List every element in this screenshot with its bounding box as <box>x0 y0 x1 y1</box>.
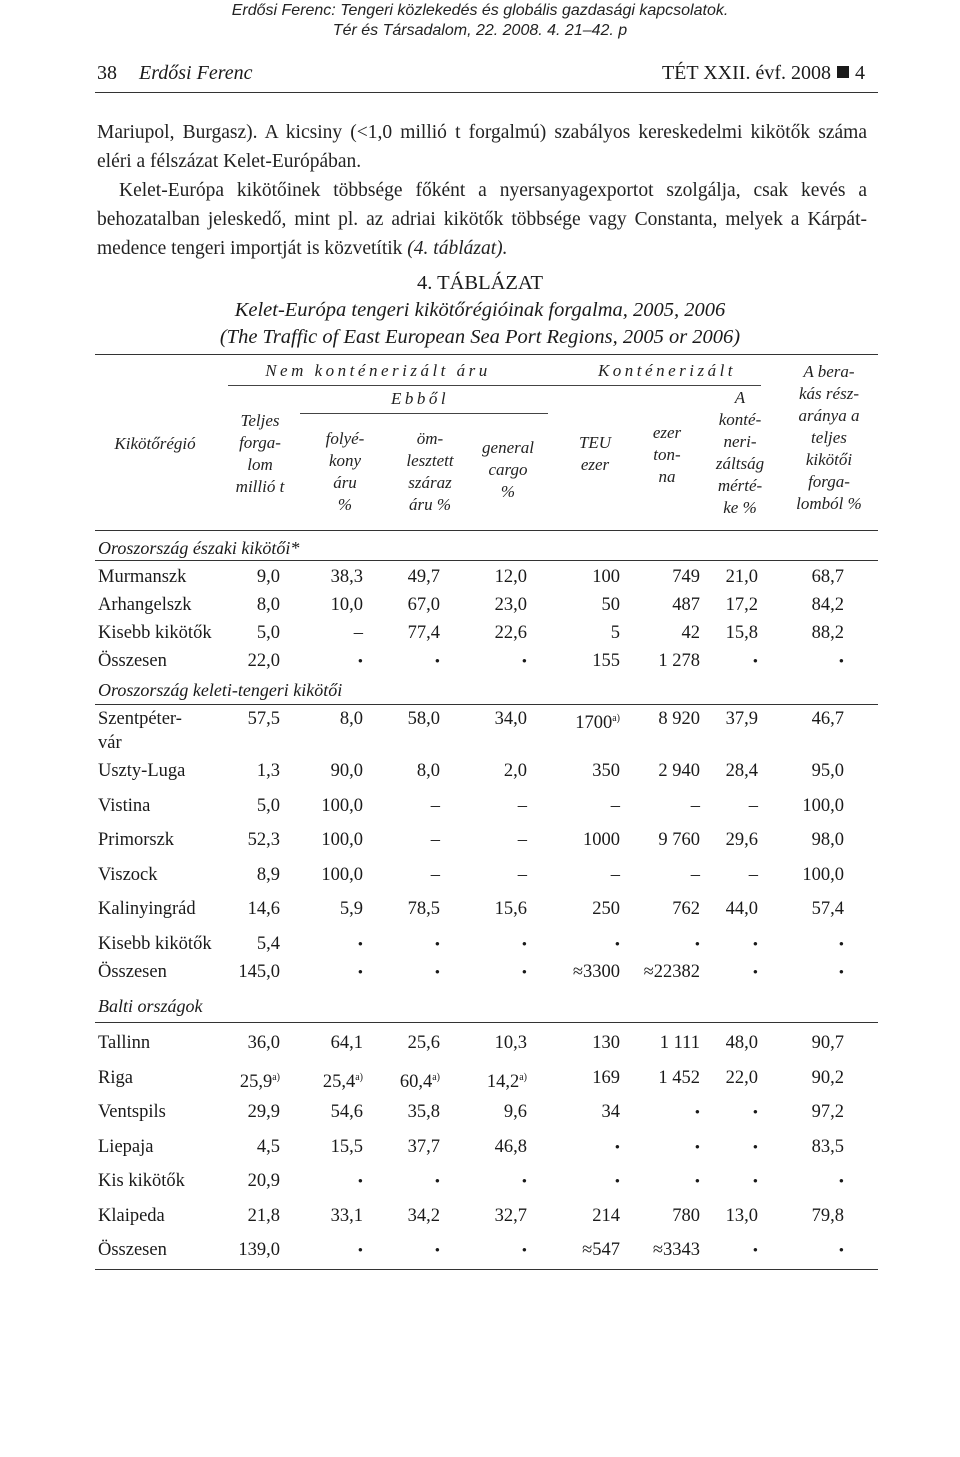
cell-value: 214 <box>592 1206 620 1226</box>
header-general-l1: general <box>482 438 534 457</box>
cell-value: 22,6 <box>494 623 527 643</box>
cell-value: – <box>610 796 620 816</box>
cell-unload <box>724 1032 844 1054</box>
cell-value: 1 278 <box>658 651 700 671</box>
row-label: Kis kikötők <box>98 1171 185 1191</box>
header-total-l4: millió t <box>235 477 285 496</box>
cell-value: ≈22382 <box>643 962 700 982</box>
cell-value: – <box>353 623 363 643</box>
cell-value: • <box>614 937 620 953</box>
header-bottom-rule <box>95 530 878 531</box>
cell-value: 9 760 <box>658 830 700 850</box>
cell-value: – <box>430 830 440 850</box>
header-share-l2: konté- <box>718 410 762 429</box>
cell-value: 25,9 <box>239 1072 273 1093</box>
cell-value: 139,0 <box>238 1240 280 1260</box>
cell-value: 130 <box>592 1033 620 1053</box>
cell-value: 48,0 <box>725 1033 758 1053</box>
header-liquid-l4: % <box>337 495 353 514</box>
cell-value: • <box>694 937 700 953</box>
cell-value: 28,4 <box>725 761 758 781</box>
row-label: Összesen <box>98 1240 167 1260</box>
cell-value: • <box>752 1174 758 1190</box>
cell-value: 22,0 <box>725 1068 758 1088</box>
header-container-share <box>700 387 780 519</box>
cell-value: 8,0 <box>339 709 363 729</box>
cell-unload <box>724 864 844 886</box>
cell-value: – <box>690 865 700 885</box>
cell-value: 250 <box>592 899 620 919</box>
author-name: Erdősi Ferenc <box>139 62 253 84</box>
cell-value: – <box>748 865 758 885</box>
header-non-containerized: Nem konténerizált áru <box>265 361 491 380</box>
cell-value: 57,5 <box>247 709 280 729</box>
table-title-hu: Kelet-Európa tengeri kikötőrégióinak forgalma, 2005, 2006 <box>234 299 726 321</box>
cell-value: 44,0 <box>725 899 758 919</box>
cell-value: • <box>694 1174 700 1190</box>
table-top-rule <box>95 354 878 355</box>
cell-value: – <box>430 796 440 816</box>
issue-number: 4 <box>855 62 865 84</box>
cell-value: 57,4 <box>811 899 844 919</box>
cell-value: • <box>838 654 844 670</box>
cell-value: 22,0 <box>247 651 280 671</box>
cell-value: 67,0 <box>407 595 440 615</box>
footnote-marker: a) <box>519 1072 527 1083</box>
cell-value: – <box>430 865 440 885</box>
cell-value: 54,6 <box>330 1102 363 1122</box>
cell-value: – <box>517 796 527 816</box>
cell-value: 155 <box>592 651 620 671</box>
cell-value: 1 111 <box>659 1033 700 1053</box>
header-share-l5: mérté- <box>717 476 763 495</box>
row-label: Uszty-Luga <box>98 761 186 781</box>
body-text <box>97 118 867 263</box>
cell-value: – <box>748 796 758 816</box>
cell-value: 762 <box>672 899 700 919</box>
cell-value: • <box>838 937 844 953</box>
cell-value: 38,3 <box>330 567 363 587</box>
cell-value: 5,9 <box>339 899 363 919</box>
cell-value: • <box>521 654 527 670</box>
cell-value: 34,2 <box>407 1206 440 1226</box>
paragraph-2-text: Kelet-Európa kikötőinek többsége főként a nyersanyagexportot szolgálja, csak kevés a behozatalban jeleskedő, mint pl. az adriai kikötők többsége vagy Constanta, melyek a Kárpát-medence tengeri importját is közvetítik <box>97 180 867 259</box>
journal-name: TÉT XXII. évf. 2008 <box>661 62 831 84</box>
cell-value: 100,0 <box>321 796 363 816</box>
header-share-l6: ke % <box>723 498 757 517</box>
cell-unload <box>724 1170 844 1193</box>
row-label: Liepaja <box>98 1137 154 1157</box>
cell-value: 8,9 <box>256 865 280 885</box>
cell-unload <box>724 1101 844 1123</box>
cell-value: • <box>838 1243 844 1259</box>
cell-value: • <box>434 654 440 670</box>
running-head-left <box>97 62 253 85</box>
header-share-l1: A <box>734 388 746 407</box>
header-unload-l4: teljes <box>811 428 847 447</box>
header-liquid <box>305 428 385 516</box>
cell-value: 36,0 <box>247 1033 280 1053</box>
cell-value: 1,3 <box>256 761 280 781</box>
cell-value: 1700 <box>575 713 613 734</box>
cell-value: – <box>517 830 527 850</box>
row-label: Kalinyingrád <box>98 899 196 919</box>
section-rule-north <box>95 560 878 561</box>
footnote-marker: a) <box>432 1072 440 1083</box>
citation-line-1: Erdősi Ferenc: Tengeri közlekedés és globális gazdasági kapcsolatok. <box>231 2 729 19</box>
header-unload-l3: aránya a <box>798 406 860 425</box>
cell-value: 5,0 <box>256 796 280 816</box>
section-north-russia: Oroszország északi kikötői* <box>98 538 300 558</box>
cell-value: • <box>357 965 363 981</box>
header-rule-1 <box>228 385 761 386</box>
header-rule <box>95 92 878 93</box>
cell-unload <box>724 594 844 616</box>
cell-value: 25,6 <box>407 1033 440 1053</box>
section-rule-baltic-russia <box>95 704 878 705</box>
header-kt-l1: ezer <box>652 423 682 442</box>
cell-value: 49,7 <box>407 567 440 587</box>
header-teu-l2: ezer <box>580 455 610 474</box>
row-label: Primorszk <box>98 830 175 850</box>
header-of-which: Ebből <box>390 389 450 408</box>
cell-value: 29,9 <box>247 1102 280 1122</box>
paragraph-1: Mariupol, Burgasz). A kicsiny (<1,0 millió t forgalmú) szabályos kereskedelmi kikötők száma eléri a félszázat Kelet-Európában. <box>97 122 867 172</box>
header-general-l2: cargo <box>488 460 528 479</box>
cell-unload <box>724 1067 844 1089</box>
section-baltic-russia: Oroszország keleti-tengeri kikötői <box>98 680 343 700</box>
citation-line-2: Tér és Társadalom, 22. 2008. 4. 21–42. p <box>332 22 628 39</box>
cell-value: 145,0 <box>238 962 280 982</box>
cell-value: 13,0 <box>725 1206 758 1226</box>
cell-value: • <box>614 1174 620 1190</box>
table-bottom-rule <box>95 1269 878 1270</box>
cell-unload <box>724 933 844 956</box>
cell-value: 90,7 <box>811 1033 844 1053</box>
cell-value: 21,8 <box>247 1206 280 1226</box>
page-number: 38 <box>97 62 117 84</box>
section-baltic-states: Balti országok <box>98 996 203 1016</box>
row-label: Kisebb kikötők <box>98 623 212 643</box>
cell-value: • <box>838 965 844 981</box>
cell-value: 79,8 <box>811 1206 844 1226</box>
cell-value: 487 <box>672 595 700 615</box>
cell-unload <box>724 898 844 920</box>
header-region: Kikötőrégió <box>114 434 196 453</box>
header-thousand-tons <box>634 422 700 488</box>
cell-value: • <box>752 965 758 981</box>
row-label: Arhangelszk <box>98 595 192 615</box>
cell-value: 15,8 <box>725 623 758 643</box>
cell-value: 58,0 <box>407 709 440 729</box>
cell-value: 95,0 <box>811 761 844 781</box>
row-label: Kisebb kikötők <box>98 934 212 954</box>
cell-value: 100,0 <box>321 830 363 850</box>
header-share-l4: záltság <box>715 454 765 473</box>
cell-value: 21,0 <box>725 567 758 587</box>
header-teu-l1: TEU <box>578 433 612 452</box>
cell-value: • <box>752 937 758 953</box>
header-teu <box>560 432 630 476</box>
cell-value: 25,4 <box>322 1072 356 1093</box>
cell-value: – <box>690 796 700 816</box>
cell-value: 1000 <box>583 830 620 850</box>
footnote-marker: a) <box>272 1072 280 1083</box>
row-label-continued: vár <box>98 733 122 753</box>
header-unload-l6: forga- <box>808 472 850 491</box>
cell-value: • <box>521 1243 527 1259</box>
cell-value: • <box>614 1140 620 1156</box>
cell-value: • <box>357 937 363 953</box>
cell-value: 20,9 <box>247 1171 280 1191</box>
row-label: Ventspils <box>98 1102 166 1122</box>
cell-value: • <box>752 1105 758 1121</box>
cell-unload <box>724 961 844 984</box>
cell-value: • <box>434 1243 440 1259</box>
row-label: Vistina <box>98 796 151 816</box>
header-total-l3: lom <box>247 455 273 474</box>
cell-value: 34 <box>601 1102 620 1122</box>
header-unload-l5: kikötői <box>805 450 853 469</box>
cell-value: • <box>434 937 440 953</box>
cell-value: 2 940 <box>658 761 700 781</box>
header-general-l3: % <box>500 482 516 501</box>
header-share-l3: neri- <box>723 432 757 451</box>
cell-value: 350 <box>592 761 620 781</box>
row-label: Összesen <box>98 962 167 982</box>
row-label: Klaipeda <box>98 1206 165 1226</box>
cell-value: 9,6 <box>503 1102 527 1122</box>
footnote-marker: a) <box>355 1072 363 1083</box>
cell-value: 90,0 <box>330 761 363 781</box>
running-head-right <box>662 62 865 85</box>
cell-unload <box>724 795 844 817</box>
cell-value: • <box>521 937 527 953</box>
cell-value: 749 <box>672 567 700 587</box>
cell-value: • <box>694 1105 700 1121</box>
cell-value: • <box>357 654 363 670</box>
header-bulk-l2: lesztett <box>406 451 454 470</box>
row-label: Viszock <box>98 865 158 885</box>
cell-value: 8 920 <box>658 709 700 729</box>
header-unload-l1: A bera- <box>803 362 855 381</box>
cell-value: 32,7 <box>494 1206 527 1226</box>
cell-value: 64,1 <box>330 1033 363 1053</box>
row-label: Szentpéter- <box>98 709 182 729</box>
header-total <box>220 410 300 498</box>
header-bulk-l4: áru % <box>408 495 452 514</box>
cell-value: 84,2 <box>811 595 844 615</box>
cell-value: 52,3 <box>247 830 280 850</box>
cell-value: 33,1 <box>330 1206 363 1226</box>
cell-value: 83,5 <box>811 1137 844 1157</box>
cell-value: 15,5 <box>330 1137 363 1157</box>
cell-value: 88,2 <box>811 623 844 643</box>
cell-value: 35,8 <box>407 1102 440 1122</box>
cell-value: 68,7 <box>811 567 844 587</box>
header-bulk-l3: száraz <box>408 473 452 492</box>
cell-value: • <box>694 1140 700 1156</box>
header-general-cargo <box>468 437 548 503</box>
section-rule-baltic-states <box>95 1022 878 1023</box>
cell-value: 14,2 <box>486 1072 520 1093</box>
cell-value: 14,6 <box>247 899 280 919</box>
row-label: Tallinn <box>98 1033 151 1053</box>
table-title-en: (The Traffic of East European Sea Port Regions, 2005 or 2006) <box>219 326 741 348</box>
cell-value: ≈3343 <box>652 1240 700 1260</box>
cell-unload <box>724 760 844 782</box>
cell-value: • <box>521 965 527 981</box>
header-unload-l2: kás rész- <box>799 384 859 403</box>
header-total-l2: forga- <box>239 433 281 452</box>
cell-unload <box>724 622 844 644</box>
cell-value: 34,0 <box>494 709 527 729</box>
cell-value: 100,0 <box>802 865 844 885</box>
row-label: Murmanszk <box>98 567 187 587</box>
header-total-l1: Teljes <box>240 411 280 430</box>
cell-unload <box>724 708 844 730</box>
cell-value: 77,4 <box>407 623 440 643</box>
header-liquid-l3: áru <box>333 473 357 492</box>
cell-value: 98,0 <box>811 830 844 850</box>
cell-value: 37,7 <box>407 1137 440 1157</box>
header-unload-l7: lomból % <box>796 494 862 513</box>
header-bulk-l1: öm- <box>416 429 444 448</box>
header-kt-l2: ton- <box>653 445 681 464</box>
cell-value: 42 <box>681 623 700 643</box>
cell-unload <box>724 566 844 588</box>
header-kt-l3: na <box>658 467 676 486</box>
cell-value: • <box>357 1243 363 1259</box>
cell-value: • <box>752 1243 758 1259</box>
cell-value: 5,4 <box>256 934 280 954</box>
cell-value: 15,6 <box>494 899 527 919</box>
footnote-marker: a) <box>612 713 620 724</box>
cell-value: 10,3 <box>494 1033 527 1053</box>
header-unloading-share <box>778 361 880 515</box>
row-label: Riga <box>98 1068 133 1088</box>
cell-value: 9,0 <box>256 567 280 587</box>
cell-value: – <box>610 865 620 885</box>
cell-value: 46,7 <box>811 709 844 729</box>
cell-unload <box>724 650 844 673</box>
header-liquid-l1: folyé- <box>325 429 365 448</box>
table-reference: (4. táblázat). <box>407 238 508 259</box>
black-square-icon <box>837 66 849 78</box>
cell-value: • <box>357 1174 363 1190</box>
cell-value: 97,2 <box>811 1102 844 1122</box>
cell-value: ≈547 <box>582 1240 620 1260</box>
cell-value: – <box>517 865 527 885</box>
cell-value: 4,5 <box>256 1137 280 1157</box>
cell-unload <box>724 1136 844 1158</box>
cell-value: 78,5 <box>407 899 440 919</box>
header-liquid-l2: kony <box>328 451 362 470</box>
header-containerized: Konténerizált <box>597 361 737 380</box>
cell-value: 10,0 <box>330 595 363 615</box>
cell-unload <box>724 1239 844 1262</box>
cell-value: • <box>752 1140 758 1156</box>
cell-value: 5,0 <box>256 623 280 643</box>
cell-value: • <box>838 1174 844 1190</box>
cell-unload <box>724 1205 844 1227</box>
cell-value: 100,0 <box>321 865 363 885</box>
cell-value: 12,0 <box>494 567 527 587</box>
cell-value: • <box>521 1174 527 1190</box>
header-rule-2 <box>300 413 548 414</box>
cell-value: • <box>434 965 440 981</box>
cell-value: 46,8 <box>494 1137 527 1157</box>
cell-value: 100 <box>592 567 620 587</box>
cell-value: • <box>752 654 758 670</box>
cell-value: 60,4 <box>399 1072 433 1093</box>
cell-value: 100,0 <box>802 796 844 816</box>
cell-value: 780 <box>672 1206 700 1226</box>
cell-value: 5 <box>610 623 620 643</box>
cell-value: 37,9 <box>725 709 758 729</box>
row-label: Összesen <box>98 651 167 671</box>
cell-value: ≈3300 <box>572 962 620 982</box>
cell-value: 2,0 <box>503 761 527 781</box>
cell-value: 1 452 <box>658 1068 700 1088</box>
header-dry-bulk <box>385 428 475 516</box>
cell-value: 8,0 <box>256 595 280 615</box>
cell-value: • <box>434 1174 440 1190</box>
cell-unload <box>724 829 844 851</box>
table-number: 4. TÁBLÁZAT <box>416 272 544 294</box>
cell-value: 17,2 <box>725 595 758 615</box>
cell-value: 29,6 <box>725 830 758 850</box>
cell-value: 90,2 <box>811 1068 844 1088</box>
cell-value: 169 <box>592 1068 620 1088</box>
cell-value: 50 <box>601 595 620 615</box>
paragraph-2 <box>97 176 867 263</box>
cell-value: 23,0 <box>494 595 527 615</box>
cell-value: 8,0 <box>416 761 440 781</box>
